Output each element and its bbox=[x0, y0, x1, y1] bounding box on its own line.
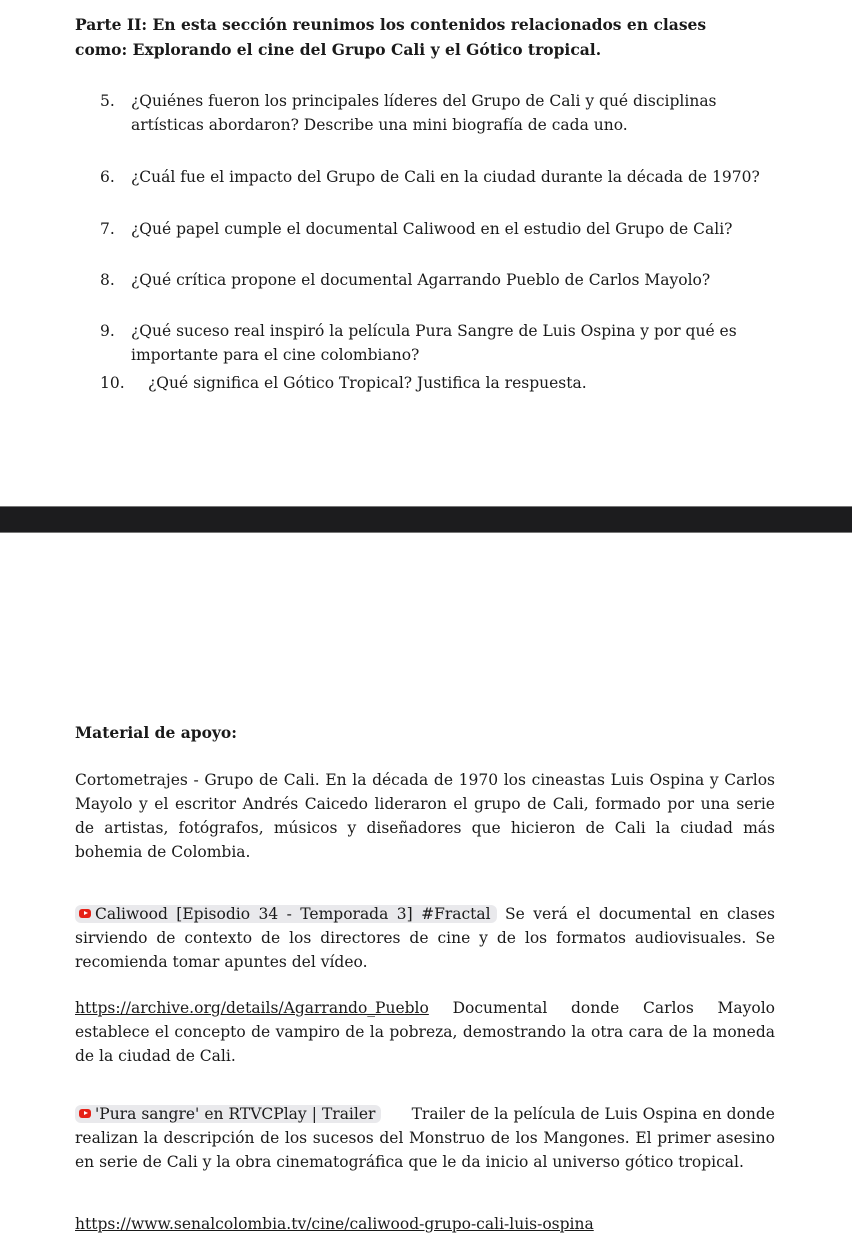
question-7 bbox=[100, 217, 780, 241]
question-10 bbox=[100, 371, 780, 395]
question-text: ¿Cuál fue el impacto del Grupo de Cali en la ciudad durante la década de 1970? bbox=[131, 168, 760, 186]
youtube-icon bbox=[79, 1109, 91, 1118]
question-text: ¿Qué crítica propone el documental Agarrando Pueblo de Carlos Mayolo? bbox=[131, 271, 711, 289]
question-number: 10. bbox=[100, 374, 125, 392]
senalcolombia-link[interactable]: https://www.senalcolombia.tv/cine/caliwood-grupo-cali-luis-ospina bbox=[75, 1215, 594, 1233]
question-text: ¿Quiénes fueron los principales líderes del Grupo de Cali y qué disciplinas artísticas abordaron? Describe una mini biografía de cada uno. bbox=[131, 92, 717, 134]
question-9 bbox=[100, 319, 780, 367]
question-6 bbox=[100, 165, 780, 189]
question-number: 6. bbox=[100, 168, 115, 186]
link1-paragraph bbox=[75, 996, 775, 1068]
question-number: 8. bbox=[100, 271, 115, 289]
page-divider bbox=[0, 506, 852, 533]
question-text: ¿Qué significa el Gótico Tropical? Justifica la respuesta. bbox=[148, 374, 587, 392]
question-number: 7. bbox=[100, 220, 115, 238]
question-text: ¿Qué papel cumple el documental Caliwood en el estudio del Grupo de Cali? bbox=[131, 220, 733, 238]
video2-link-chip[interactable] bbox=[75, 1105, 381, 1123]
link1-description: Documental donde Carlos Mayolo establece el concepto de vampiro de la pobreza, demostrando la otra cara de la moneda de la ciudad de Cali. bbox=[75, 999, 775, 1065]
video1-title: Caliwood [Episodio 34 - Temporada 3] #Fractal bbox=[95, 905, 491, 923]
question-text: ¿Qué suceso real inspiró la película Pura Sangre de Luis Ospina y por qué es importante para el cine colombiano? bbox=[131, 322, 737, 364]
question-number: 5. bbox=[100, 92, 115, 110]
support-title: Material de apoyo: bbox=[75, 723, 237, 742]
video2-title: 'Pura sangre' en RTVCPlay | Trailer bbox=[95, 1105, 376, 1123]
video1-paragraph bbox=[75, 902, 775, 974]
support-intro: Cortometrajes - Grupo de Cali. En la década de 1970 los cineastas Luis Ospina y Carlos Mayolo y el escritor Andrés Caicedo lideraron el grupo de Cali, formado por una serie de artistas, fotógrafos, músicos y diseñadores que hicieron de Cali la ciudad más bohemia de Colombia. bbox=[75, 771, 775, 861]
archive-link[interactable]: https://archive.org/details/Agarrando_Pueblo bbox=[75, 999, 429, 1017]
video1-link-chip[interactable] bbox=[75, 905, 497, 923]
question-8 bbox=[100, 268, 780, 292]
video2-description: Trailer de la película de Luis Ospina en donde realizan la descripción de los sucesos del Monstruo de los Mangones. El primer asesino en serie de Cali y la obra cinematográfica que le da inicio al universo gótico tropical. bbox=[75, 1105, 775, 1171]
question-5 bbox=[100, 89, 780, 137]
video2-paragraph bbox=[75, 1102, 775, 1174]
question-number: 9. bbox=[100, 322, 115, 340]
youtube-icon bbox=[79, 909, 91, 918]
video1-description: Se verá el documental en clases sirviendo de contexto de los directores de cine y de los formatos audiovisuales. Se recomienda tomar apuntes del vídeo. bbox=[75, 905, 775, 971]
section-title: Parte II: En esta sección reunimos los contenidos relacionados en clases como: Explorando el cine del Grupo Cali y el Gótico tropical. bbox=[75, 15, 707, 59]
